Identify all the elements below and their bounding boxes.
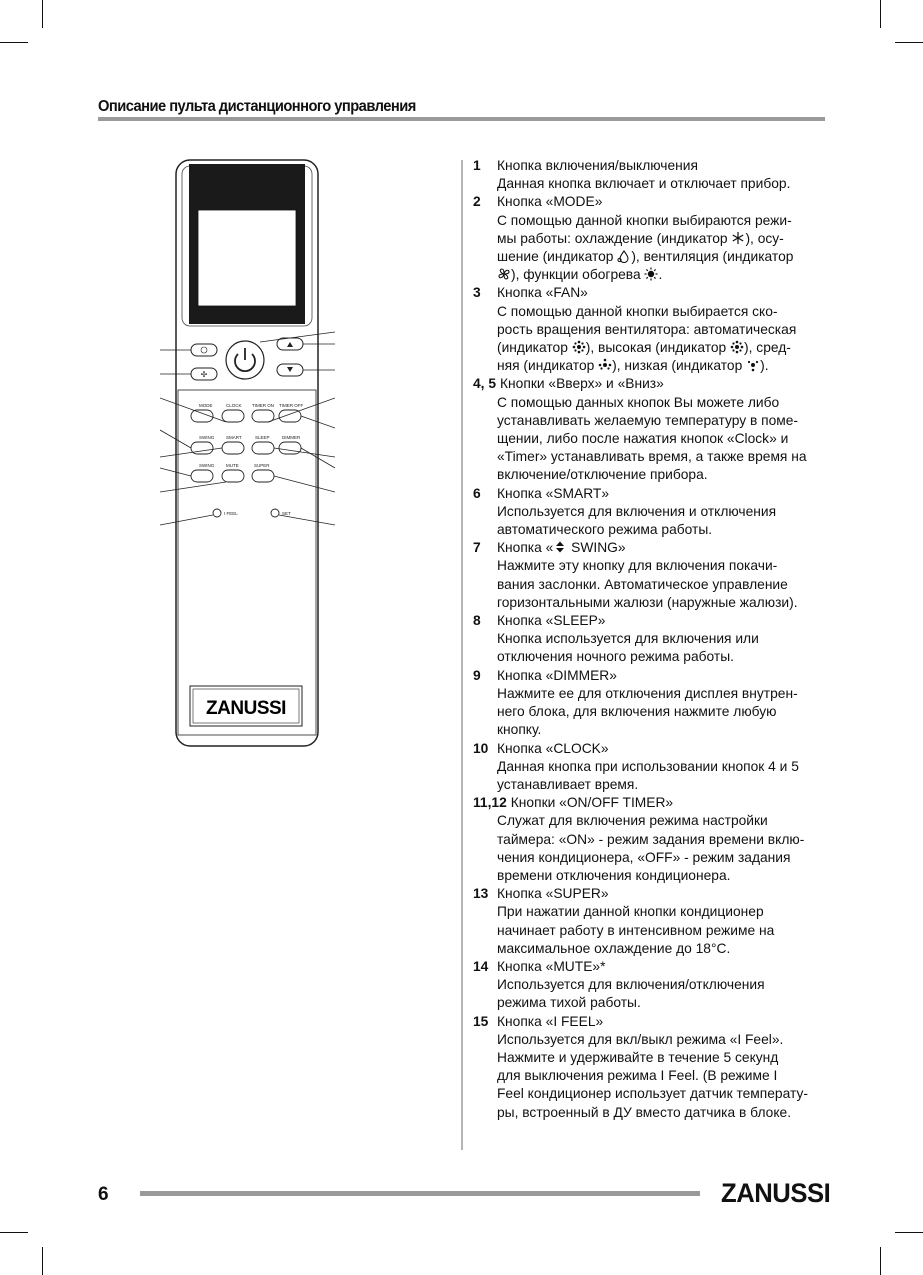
item-title: Кнопка «SLEEP» — [497, 613, 606, 629]
remote-button-mute — [222, 470, 244, 482]
remote-button-sleep — [252, 442, 274, 454]
label-set: SET — [282, 511, 291, 516]
remote-button-i-feel — [213, 509, 221, 517]
item-title: Кнопка «I FEEL» — [497, 1013, 604, 1029]
item-title: Кнопка « — [497, 540, 554, 556]
remote-illustration — [160, 158, 335, 748]
list-item: 8 Кнопка «SLEEP» Кнопка используется для включения или отключения ночного режима работы. — [473, 613, 759, 665]
list-item: 13 Кнопка «SUPER» При нажатии данной кнопки кондиционер начинает работу в интенсивном режиме на максимальное охлаждение до 18°C. — [473, 886, 775, 956]
description-list — [473, 157, 831, 1122]
label-timer-off: TIMER OFF — [279, 403, 304, 408]
label-mute: MUTE — [226, 463, 239, 468]
item-number: 11,12 — [473, 795, 507, 811]
snowflake-icon — [731, 231, 745, 245]
label-i-feel: I FEEL — [224, 511, 238, 516]
remote-button-swing-h — [191, 470, 213, 482]
remote-brand: ZANUSSI — [206, 698, 286, 719]
drop-icon — [617, 249, 631, 263]
label-swing-v: SWING — [199, 435, 215, 440]
fan-icon — [497, 267, 511, 281]
item-title: Кнопка «CLOCK» — [497, 740, 609, 756]
list-item: 6 Кнопка «SMART» Используется для включения и отключения автоматического режима работы. — [473, 485, 777, 538]
item-title: Кнопка «FAN» — [497, 285, 588, 301]
fan-medium-icon — [598, 358, 612, 372]
list-item: 2 Кнопка «MODE» С помощью данной кнопки выбираются режи- мы работы: охлаждение (индикатор ), осу- шение (индикатор ), вентиляция (индикатор ), функции обогрева . — [473, 194, 794, 283]
remote-button-dimmer — [279, 442, 301, 454]
crop-mark — [895, 42, 923, 43]
crop-mark — [0, 42, 28, 43]
item-title: Кнопка «MUTE»* — [497, 958, 606, 974]
item-number: 13 — [473, 886, 489, 902]
fan-high-icon — [730, 340, 744, 354]
item-title: Кнопка «SUPER» — [497, 886, 609, 902]
item-number: 4, 5 — [473, 376, 497, 392]
fan-auto-icon — [572, 340, 586, 354]
remote-button-super — [252, 470, 274, 482]
label-clock: CLOCK — [226, 403, 242, 408]
footer-brand-logo: ZANUSSI — [721, 1178, 831, 1208]
item-title: Кнопка включения/выключения — [497, 158, 698, 173]
item-number: 10 — [473, 740, 489, 756]
svg-text:✢: ✢ — [200, 370, 208, 379]
list-item: 3 Кнопка «FAN» С помощью данной кнопки выбирается ско- рость вращения вентилятора: автоматическая (индикатор ), высокая (индикатор ), сред- няя (индикатор ), низкая (индикатор ). — [473, 285, 797, 374]
remote-button-smart — [222, 442, 244, 454]
sun-icon — [644, 267, 658, 281]
item-number: 2 — [473, 194, 481, 210]
item-number: 1 — [473, 158, 481, 173]
label-mode: MODE — [199, 403, 213, 408]
crop-mark — [42, 1247, 43, 1275]
list-item: 15 Кнопка «I FEEL» Используется для вкл/выкл режима «I Feel». Нажмите и удерживайте в течение 5 секунд для выключения режима I Feel. (В режиме I Feel кондиционер использует датчик температу- ры, встроенный в ДУ вместо датчика в блоке. — [473, 1013, 808, 1120]
label-sleep: SLEEP — [255, 435, 270, 440]
item-number: 3 — [473, 285, 481, 301]
item-number: 7 — [473, 540, 481, 556]
remote-button-timer-on — [252, 410, 274, 422]
remote-button-set — [271, 509, 279, 517]
label-super: SUPER — [254, 463, 270, 468]
item-title: Кнопка «DIMMER» — [497, 667, 617, 683]
list-item: 9 Кнопка «DIMMER» Нажмите ее для отключения дисплея внутрен- него блока, для включения нажмите любую кнопку. — [473, 667, 798, 738]
item-number: 8 — [473, 613, 481, 629]
item-title: Кнопки «Вверх» и «Вниз» — [500, 376, 664, 392]
item-title: Кнопка «SMART» — [497, 485, 610, 501]
item-number: 15 — [473, 1013, 489, 1029]
item-number: 9 — [473, 667, 481, 683]
list-item: 1 Кнопка включения/выключения Данная кнопка включает и отключает прибор. — [473, 158, 791, 192]
label-smart: SMART — [226, 435, 242, 440]
label-swing-h: SWING — [199, 463, 215, 468]
list-item: 7 Кнопка « SWING» Нажмите эту кнопку для включения покачи- вания заслонки. Автоматическое управление горизонтальными жалюзи (наружные жалюзи). — [473, 540, 798, 610]
item-number: 6 — [473, 485, 481, 501]
label-timer-on: TIMER ON — [252, 403, 274, 408]
crop-mark — [880, 0, 881, 28]
crop-mark — [895, 1232, 923, 1233]
fan-low-icon — [746, 358, 760, 372]
remote-button-left-top — [191, 344, 217, 356]
crop-mark — [42, 0, 43, 28]
header-rule — [98, 117, 825, 121]
crop-mark — [880, 1247, 881, 1275]
remote-button-clock — [222, 410, 244, 422]
remote-button-timer-off — [279, 410, 301, 422]
item-title: Кнопка «MODE» — [497, 194, 603, 210]
remote-lcd — [198, 210, 296, 306]
swing-updown-icon — [553, 540, 567, 554]
list-item: 11,12 Кнопки «ON/OFF TIMER» Служат для включения режима настройки таймера: «ON» - режим задания времени вклю- чения кондиционера, «OFF» - режим задания времени отключения кондиционера. — [473, 795, 805, 883]
footer-rule — [140, 1191, 700, 1196]
page-number: 6 — [98, 1184, 109, 1205]
page-title: Описание пульта дистанционного управления — [98, 98, 416, 115]
item-title: Кнопки «ON/OFF TIMER» — [510, 795, 674, 811]
item-number: 14 — [473, 958, 489, 974]
list-item: 4, 5 Кнопки «Вверх» и «Вниз» С помощью данных кнопок Вы можете либо устанавливать желаемую температуру в поме- щении, либо после нажатия кнопок «Clock» и «Timer» устанавливать время, а также время на включение/отключение прибора. — [473, 376, 807, 483]
list-item: 14 Кнопка «MUTE»* Используется для включения/отключения режима тихой работы. — [473, 958, 765, 1011]
column-divider — [461, 160, 463, 1150]
crop-mark — [0, 1232, 28, 1233]
list-item: 10 Кнопка «CLOCK» Данная кнопка при использовании кнопок 4 и 5 устанавливает время. — [473, 740, 799, 792]
label-dimmer: DIMMER — [282, 435, 301, 440]
